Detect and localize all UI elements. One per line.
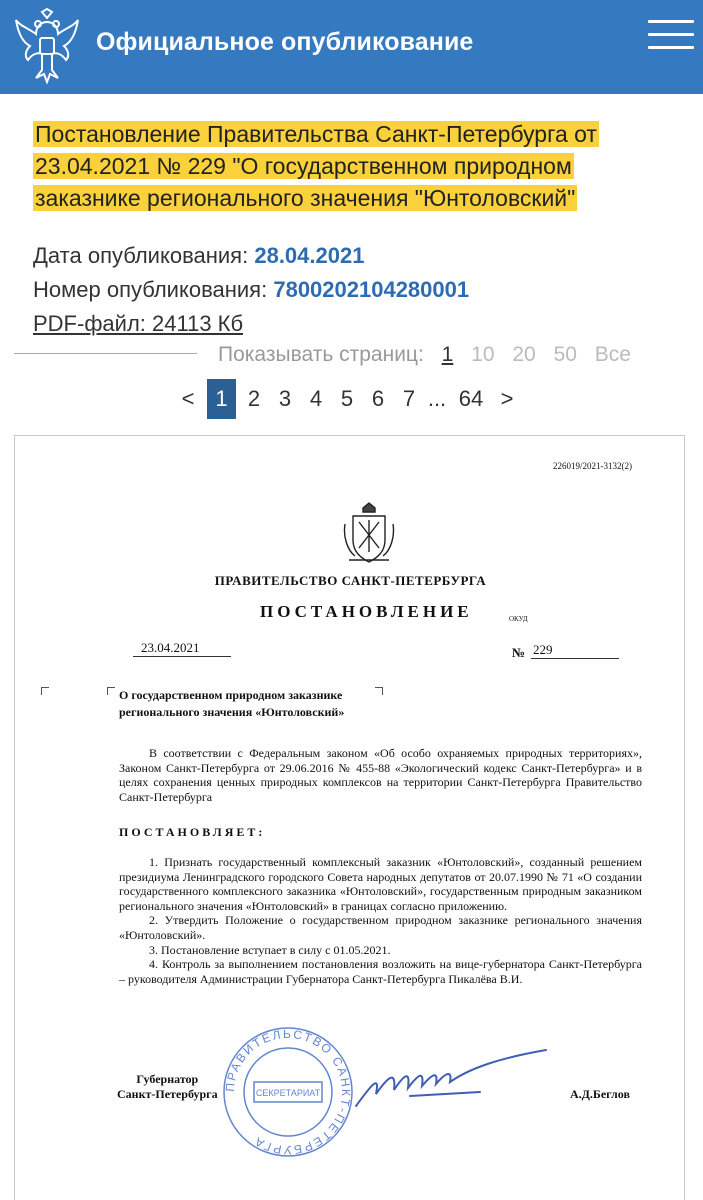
scan-signer-title-line2: Санкт-Петербурга: [117, 1087, 218, 1101]
scan-doc-number: 226019/2021-3132(2): [553, 461, 632, 471]
scan-signer-title-line1: Губернатор: [136, 1072, 199, 1086]
official-stamp-icon: [220, 1024, 356, 1160]
russia-emblem-icon[interactable]: [14, 8, 80, 84]
publication-date-label: Дата опубликования:: [33, 243, 249, 268]
pager-page-64[interactable]: 64: [458, 386, 484, 411]
corner-mark: [41, 687, 49, 695]
publication-number-value: 7800202104280001: [273, 277, 470, 302]
document-page-image: [14, 435, 685, 1200]
spb-coat-of-arms-icon: [341, 502, 397, 568]
scan-okud: ОКУД: [509, 615, 528, 623]
scan-number-sign: №: [512, 645, 526, 660]
scan-subject: [119, 687, 389, 721]
scan-number: 229: [531, 642, 619, 659]
pages-option-10[interactable]: 10: [471, 343, 495, 366]
scan-subject-line1: О государственном природном заказнике: [119, 688, 343, 702]
scan-signer-title: [117, 1072, 218, 1102]
publication-date: [33, 243, 364, 269]
scan-item: 4. Контроль за выполнением постановления возложить на вице-губернатора Санкт-Петербурга – руководителя Администрации Губернатора Санкт-Петербурга Пикалёва В.И.: [119, 957, 642, 986]
scan-item: 1. Признать государственный комплексный заказник «Юнтоловский», созданный решением президиума Ленинградского городского Совета народных депутатов от 20.07.1990 № 71 «О создании государственного комплексного заказника «Юнтоловский», государственным природным заказником регионального значения «Юнтоловский» в границах согласно приложению.: [119, 855, 642, 913]
pager-next-button[interactable]: >: [500, 386, 514, 411]
publication-date-value: 28.04.2021: [254, 243, 365, 268]
site-header: [0, 0, 703, 94]
pager-page-6[interactable]: 6: [371, 386, 385, 411]
pages-per-view: [218, 343, 631, 367]
pager-page-5[interactable]: 5: [340, 386, 354, 411]
publication-number-label: Номер опубликования:: [33, 277, 268, 302]
scan-government-heading: ПРАВИТЕЛЬСТВО САНКТ-ПЕТЕРБУРГА: [214, 573, 487, 588]
pager-page-3[interactable]: 3: [278, 386, 292, 411]
pages-option-1[interactable]: 1: [441, 343, 454, 366]
scan-item: 3. Постановление вступает в силу с 01.05.2021.: [149, 942, 391, 957]
pager-page-4[interactable]: 4: [309, 386, 323, 411]
pages-option-all[interactable]: Все: [594, 343, 631, 366]
pdf-download-link[interactable]: PDF-файл: 24113 Кб: [33, 311, 244, 336]
pager-page-2[interactable]: 2: [247, 386, 261, 411]
stamp-center-text: СЕКРЕТАРИАТ: [255, 1088, 321, 1098]
corner-mark: [107, 687, 115, 695]
scan-date: 23.04.2021: [133, 640, 231, 657]
pager-page-7[interactable]: 7: [402, 386, 416, 411]
scan-decree-heading: ПОСТАНОВЛЕНИЕ: [260, 602, 473, 621]
pages-per-view-label: Показывать страниц:: [218, 343, 424, 366]
document-title: [33, 118, 673, 214]
scan-preamble: В соответствии с Федеральным законом «Об особо охраняемых природных территориях», Законом Санкт-Петербурга от 29.06.2016 № 455-88 «Экологический кодекс Санкт-Петербурга» и в целях сохранения ценных природных комплексов на территории Санкт-Петербурга Правительство Санкт-Петербурга: [119, 746, 642, 804]
hamburger-menu-icon[interactable]: [648, 20, 694, 54]
pager-ellipsis: ...: [427, 386, 447, 411]
document-title-text: Постановление Правительства Санкт-Петербурга от 23.04.2021 № 229 "О государственном природном заказнике регионального значения "Юнтоловский": [35, 121, 597, 211]
stamp-arc-text: ПРАВИТЕЛЬСТВО САНКТ-ПЕТЕРБУРГА: [222, 1026, 354, 1158]
scan-subject-line2: регионального значения «Юнтоловский»: [119, 705, 345, 719]
site-title[interactable]: Официальное опубликование: [96, 28, 474, 56]
signature-icon: [350, 1044, 550, 1114]
scan-resolves-heading: ПОСТАНОВЛЯЕТ:: [119, 825, 266, 839]
scan-items: [119, 855, 642, 986]
publication-number: [33, 277, 469, 303]
pager-prev-button[interactable]: <: [181, 386, 195, 411]
pagination: [0, 379, 703, 419]
divider: [14, 353, 197, 354]
pager-page-1[interactable]: 1: [207, 379, 236, 419]
pages-option-20[interactable]: 20: [512, 343, 536, 366]
scan-signer-name: А.Д.Беглов: [570, 1087, 630, 1101]
scan-item: 2. Утвердить Положение о государственном природном заказнике регионального значения «Юнтоловский».: [119, 913, 642, 942]
pages-option-50[interactable]: 50: [553, 343, 577, 366]
